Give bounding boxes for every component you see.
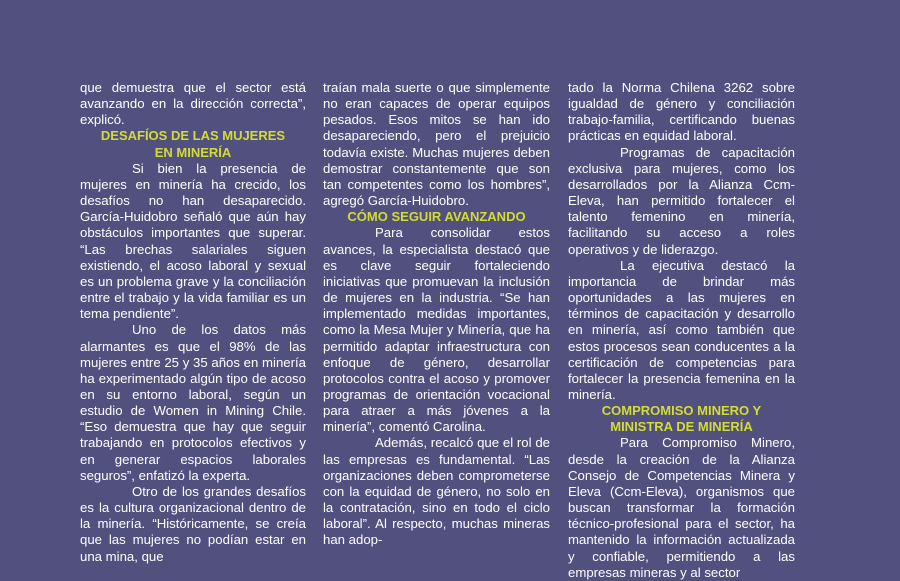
paragraph: Para Compromiso Minero, desde la creación de la Alianza Consejo de Competencias Minera y Eleva (Ccm-Eleva), organismos que buscan transformar la formación técnico-profesional para el sector, ha mantenido la información actualizada y confiable, permitiendo a las empresas mineras y al sector xyxy=(568,435,795,580)
article-column-2 xyxy=(323,80,550,549)
paragraph: Otro de los grandes desafíos es la cultura organizacional dentro de la minería. “Históricamente, se creía que las mujeres no podían estar en una mina, que xyxy=(80,483,306,564)
paragraph: que demuestra que el sector está avanzando en la dirección correcta”, explicó. xyxy=(80,80,306,128)
article-column-3 xyxy=(568,80,795,581)
paragraph: Uno de los datos más alarmantes es que el 98% de las mujeres entre 25 y 35 años en minería ha experimentado algún tipo de acoso en su entorno laboral, según un estudio de Women in Mining Chile. “Eso demuestra que hay que seguir trabajando en protocolos efectivos y en generar espacios laborales seguros”, enfatizó la experta. xyxy=(80,322,306,483)
paragraph: Si bien la presencia de mujeres en minería ha crecido, los desafíos no han desaparecido. García-Huidobro señaló que aún hay obstáculos importantes que superar. “Las brechas salariales siguen existiendo, el acoso laboral y sexual es un problema grave y la conciliación entre el trabajo y la vida familiar es un tema pendiente”. xyxy=(80,160,306,322)
paragraph: Para consolidar estos avances, la especialista destacó que es clave seguir fortaleciendo iniciativas que promuevan la inclusión de mujeres en la industria. “Se han implementado medidas importantes, como la Mesa Mujer y Minería, que ha permitido adaptar infraestructura con enfoque de género, desarrollar protocolos contra el acoso y promover programas de orientación vocacional para atraer a más jóvenes a la minería”, comentó Carolina. xyxy=(323,225,550,435)
article-column-1 xyxy=(80,80,306,565)
paragraph: tado la Norma Chilena 3262 sobre igualdad de género y conciliación trabajo-familia, certificando buenas prácticas en equidad laboral. xyxy=(568,80,795,144)
section-heading: CÓMO SEGUIR AVANZANDO xyxy=(347,209,526,225)
section-heading: COMPROMISO MINERO Y MINISTRA DE MINERÍA xyxy=(601,403,762,435)
paragraph: La ejecutiva destacó la importancia de brindar más oportunidades a las mujeres en términos de capacitación y desarrollo en minería, así como también que estos procesos sean conducentes a la certificación de competencias para fortalecer la presencia femenina en la minería. xyxy=(568,257,795,402)
paragraph: Programas de capacitación exclusiva para mujeres, como los desarrollados por la Alianza Ccm-Eleva, han permitido fortalecer el talento femenino en minería, facilitando su acceso a roles operativos y de liderazgo. xyxy=(568,144,795,257)
paragraph: traían mala suerte o que simplemente no eran capaces de operar equipos pesados. Esos mitos se han ido desapareciendo, pero el prejuicio todavía existe. Muchas mujeres deben demostrar constantemente que son tan competentes como los hombres”, agregó García-Huidobro. xyxy=(323,80,550,209)
paragraph: Además, recalcó que el rol de las empresas es fundamental. “Las organizaciones deben comprometerse con la equidad de género, no solo en la contratación, sino en todo el ciclo laboral”. Al respecto, muchas mineras han adop- xyxy=(323,435,550,548)
section-heading: DESAFÍOS DE LAS MUJERES EN MINERÍA xyxy=(100,128,286,160)
